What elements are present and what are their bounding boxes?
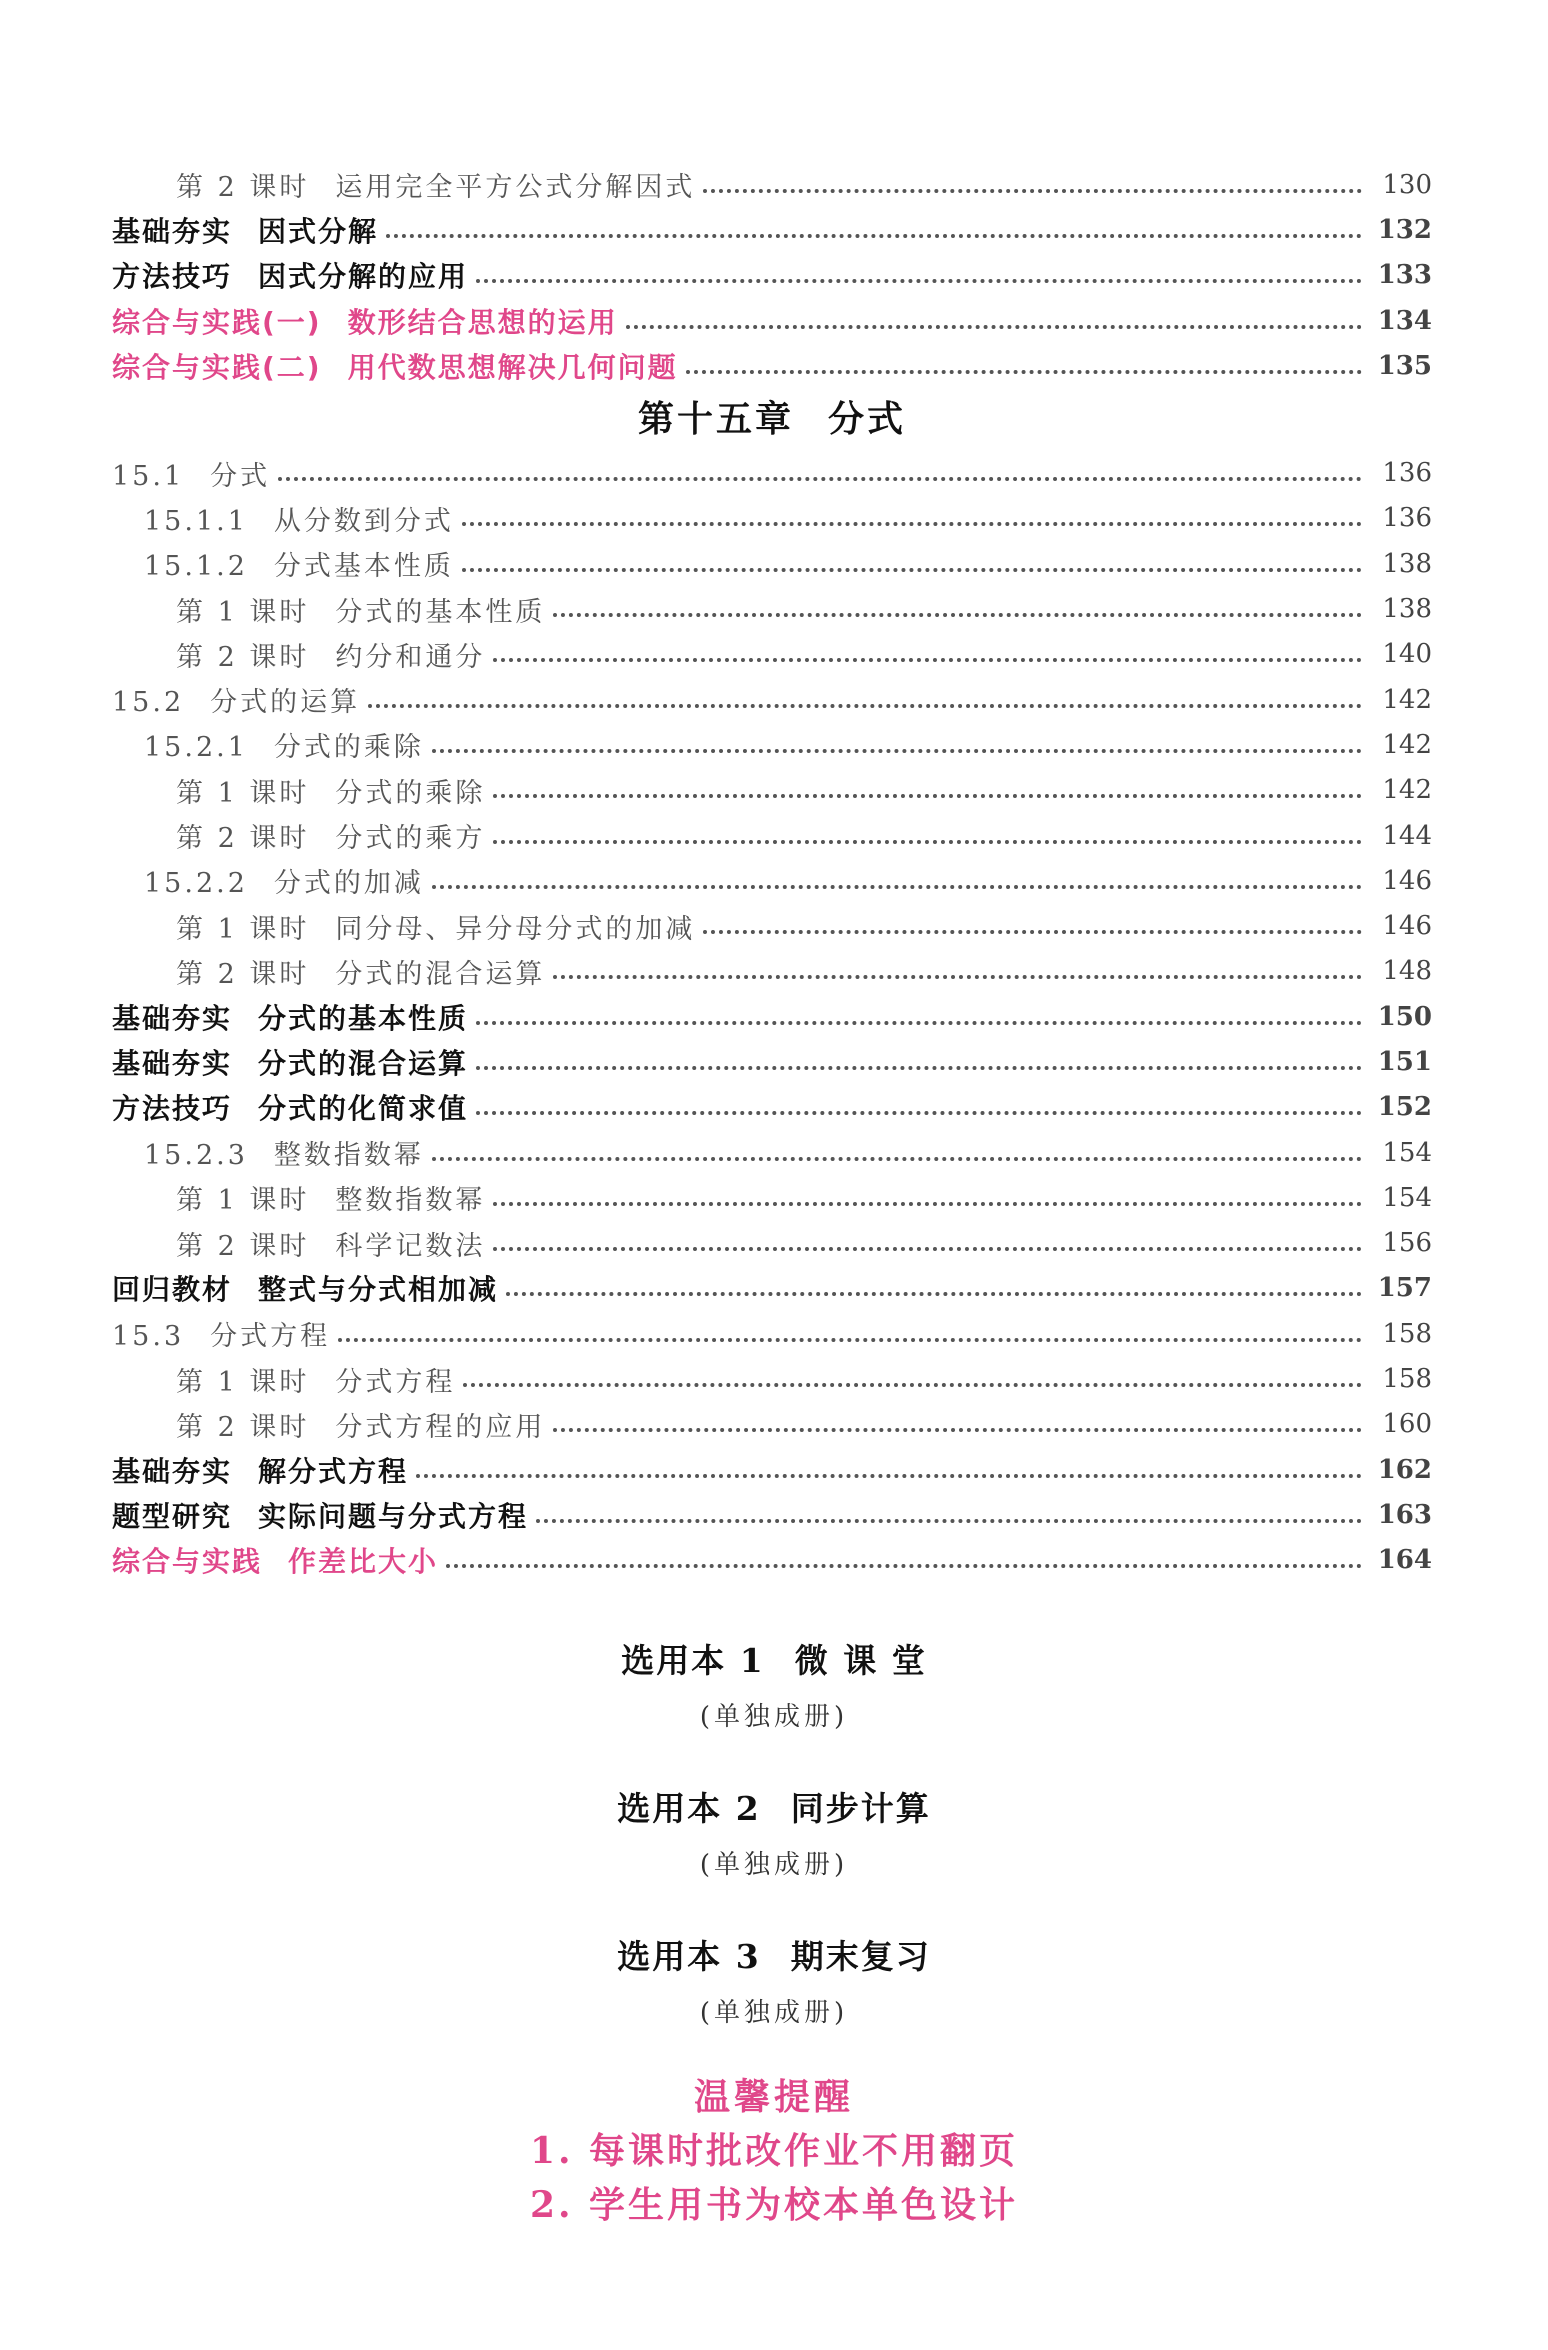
supplement-subtitle: (单独成册) xyxy=(699,1702,849,1732)
leader-dots xyxy=(493,1247,1362,1251)
toc-entry[interactable] xyxy=(112,722,1432,767)
page-number: 142 xyxy=(1382,775,1432,806)
leader-dots xyxy=(536,1519,1362,1523)
toc-entry[interactable] xyxy=(112,298,1432,343)
toc-entry-label: 15.2.1 分式的乘除 xyxy=(144,732,424,764)
toc-entry-label: 第 1 课时 分式方程 xyxy=(176,1366,456,1398)
page-number: 130 xyxy=(1382,169,1432,200)
leader-dots xyxy=(493,1202,1362,1206)
toc-entry[interactable] xyxy=(112,586,1432,631)
toc-entry[interactable] xyxy=(112,994,1432,1039)
chapter-heading: 第十五章 分式 xyxy=(637,398,907,441)
leader-dots xyxy=(386,234,1362,238)
toc-entry[interactable] xyxy=(112,632,1432,677)
toc-entry[interactable] xyxy=(112,813,1432,858)
toc-entry[interactable] xyxy=(112,949,1432,994)
supplement-title: 选用本 2 同步计算 xyxy=(617,1789,931,1828)
leader-dots xyxy=(462,522,1362,526)
toc-entry[interactable] xyxy=(112,1402,1432,1447)
page-number: 163 xyxy=(1377,1499,1432,1530)
toc-entry[interactable] xyxy=(112,253,1432,298)
toc-entry-label: 第 2 课时 分式的混合运算 xyxy=(176,958,546,990)
toc-entry-label: 综合与实践(一) 数形结合思想的运用 xyxy=(112,305,618,339)
leader-dots xyxy=(432,749,1362,753)
page-number: 140 xyxy=(1382,639,1432,670)
leader-dots xyxy=(416,1474,1362,1478)
toc-entry-label: 15.2.2 分式的加减 xyxy=(144,868,424,900)
page-number: 150 xyxy=(1377,1001,1432,1032)
table-of-contents xyxy=(112,162,1432,1583)
toc-entry[interactable] xyxy=(112,450,1432,495)
leader-dots xyxy=(476,1021,1362,1025)
leader-dots xyxy=(432,885,1362,889)
toc-entry[interactable] xyxy=(112,1492,1432,1537)
page-number: 134 xyxy=(1377,305,1432,336)
toc-entry[interactable] xyxy=(112,1175,1432,1220)
toc-entry[interactable] xyxy=(112,541,1432,586)
toc-entry[interactable] xyxy=(112,1221,1432,1266)
page-number: 154 xyxy=(1382,1182,1432,1213)
toc-entry-label: 方法技巧 因式分解的应用 xyxy=(112,260,469,294)
supplement-title: 选用本 1 微 课 堂 xyxy=(621,1641,927,1680)
supplement-2 xyxy=(0,1783,1548,1881)
toc-entry-label: 第 2 课时 分式的乘方 xyxy=(176,823,486,854)
page-number: 136 xyxy=(1382,503,1432,534)
supplement-subtitle: (单独成册) xyxy=(699,1998,849,2028)
leader-dots xyxy=(686,370,1362,374)
page-number: 158 xyxy=(1382,1364,1432,1395)
toc-entry[interactable] xyxy=(112,343,1432,388)
toc-entry-label: 基础夯实 因式分解 xyxy=(112,214,379,248)
page-number: 132 xyxy=(1377,214,1432,245)
leader-dots xyxy=(476,1111,1362,1115)
toc-entry-label: 综合与实践(二) 用代数思想解决几何问题 xyxy=(112,350,678,384)
page-number: 146 xyxy=(1382,865,1432,896)
toc-entry[interactable] xyxy=(112,1311,1432,1356)
page-number: 142 xyxy=(1382,684,1432,715)
leader-dots xyxy=(476,279,1362,283)
page-number: 142 xyxy=(1382,729,1432,760)
toc-entry-label: 第 1 课时 整数指数幂 xyxy=(176,1185,486,1217)
leader-dots xyxy=(462,568,1362,572)
page-number: 144 xyxy=(1382,820,1432,851)
reminder-line: 2. 学生用书为校本单色设计 xyxy=(529,2184,1019,2226)
leader-dots xyxy=(553,1428,1362,1432)
reminder-line: 1. 每课时批改作业不用翻页 xyxy=(529,2130,1019,2172)
toc-entry[interactable] xyxy=(112,1538,1432,1583)
supplement-subtitle: (单独成册) xyxy=(699,1850,849,1880)
toc-entry-label: 题型研究 实际问题与分式方程 xyxy=(112,1499,529,1533)
page-number: 151 xyxy=(1377,1046,1432,1077)
page-number: 160 xyxy=(1382,1409,1432,1440)
toc-entry-label: 第 2 课时 科学记数法 xyxy=(176,1230,486,1262)
page-number: 154 xyxy=(1382,1137,1432,1168)
leader-dots xyxy=(493,658,1362,662)
leader-dots xyxy=(553,613,1362,617)
leader-dots xyxy=(703,189,1362,193)
toc-entry-label: 基础夯实 解分式方程 xyxy=(112,1454,409,1488)
toc-entry-label: 基础夯实 分式的基本性质 xyxy=(112,1001,469,1035)
toc-entry-label: 第 1 课时 同分母、异分母分式的加减 xyxy=(176,913,696,945)
page-number: 136 xyxy=(1382,458,1432,489)
supplement-1 xyxy=(0,1635,1548,1733)
toc-entry[interactable] xyxy=(112,903,1432,948)
toc-entry-label: 15.2 分式的运算 xyxy=(112,687,361,719)
toc-entry-label: 第 2 课时 约分和通分 xyxy=(176,641,486,673)
toc-entry-label: 第 2 课时 运用完全平方公式分解因式 xyxy=(176,172,696,204)
toc-entry[interactable] xyxy=(112,1447,1432,1492)
leader-dots xyxy=(506,1292,1362,1296)
page-number: 156 xyxy=(1382,1228,1432,1259)
leader-dots xyxy=(368,704,1362,708)
toc-entry[interactable] xyxy=(112,207,1432,252)
leader-dots xyxy=(553,975,1362,979)
toc-entry-label: 15.3 分式方程 xyxy=(112,1321,331,1353)
toc-entry[interactable] xyxy=(112,1266,1432,1311)
toc-entry-label: 15.2.3 整数指数幂 xyxy=(144,1140,424,1172)
page-number: 164 xyxy=(1377,1545,1432,1576)
toc-entry-label: 15.1.1 从分数到分式 xyxy=(144,505,454,537)
page-number: 138 xyxy=(1382,594,1432,625)
supplement-3 xyxy=(0,1931,1548,2029)
toc-entry-label: 第 1 课时 分式的乘除 xyxy=(176,777,486,809)
leader-dots xyxy=(338,1338,1362,1342)
toc-entry-label: 方法技巧 分式的化简求值 xyxy=(112,1092,469,1126)
supplement-title: 选用本 3 期末复习 xyxy=(617,1937,931,1976)
page-number: 162 xyxy=(1377,1454,1432,1485)
toc-entry[interactable] xyxy=(112,1039,1432,1084)
leader-dots xyxy=(432,1157,1362,1161)
toc-entry[interactable] xyxy=(112,162,1432,207)
leader-dots xyxy=(446,1564,1362,1568)
leader-dots xyxy=(703,930,1362,934)
page-number: 148 xyxy=(1382,956,1432,987)
page-number: 133 xyxy=(1377,260,1432,291)
toc-entry[interactable] xyxy=(112,677,1432,722)
toc-entry[interactable] xyxy=(112,858,1432,903)
toc-entry-label: 综合与实践 作差比大小 xyxy=(112,1545,439,1579)
toc-entry-label: 15.1 分式 xyxy=(112,460,271,492)
reminder-title: 温馨提醒 xyxy=(693,2076,854,2118)
toc-entry-label: 基础夯实 分式的混合运算 xyxy=(112,1046,469,1080)
toc-entry[interactable] xyxy=(112,768,1432,813)
leader-dots xyxy=(463,1383,1362,1387)
page-number: 157 xyxy=(1377,1273,1432,1304)
toc-entry-label: 回归教材 整式与分式相加减 xyxy=(112,1273,499,1307)
page-number: 146 xyxy=(1382,911,1432,942)
toc-entry[interactable] xyxy=(112,1085,1432,1130)
reminder-box xyxy=(0,2070,1548,2232)
toc-entry[interactable] xyxy=(112,496,1432,541)
page-number: 138 xyxy=(1382,548,1432,579)
toc-entry-label: 15.1.2 分式基本性质 xyxy=(144,551,454,583)
page-number: 135 xyxy=(1377,350,1432,381)
leader-dots xyxy=(278,477,1362,481)
toc-entry-label: 第 2 课时 分式方程的应用 xyxy=(176,1411,546,1443)
leader-dots xyxy=(626,325,1362,329)
page-number: 158 xyxy=(1382,1318,1432,1349)
leader-dots xyxy=(476,1066,1362,1070)
toc-entry[interactable] xyxy=(112,1130,1432,1175)
leader-dots xyxy=(493,794,1362,798)
page-number: 152 xyxy=(1377,1092,1432,1123)
toc-entry[interactable] xyxy=(112,1356,1432,1401)
leader-dots xyxy=(493,840,1362,844)
toc-entry-label: 第 1 课时 分式的基本性质 xyxy=(176,596,546,628)
